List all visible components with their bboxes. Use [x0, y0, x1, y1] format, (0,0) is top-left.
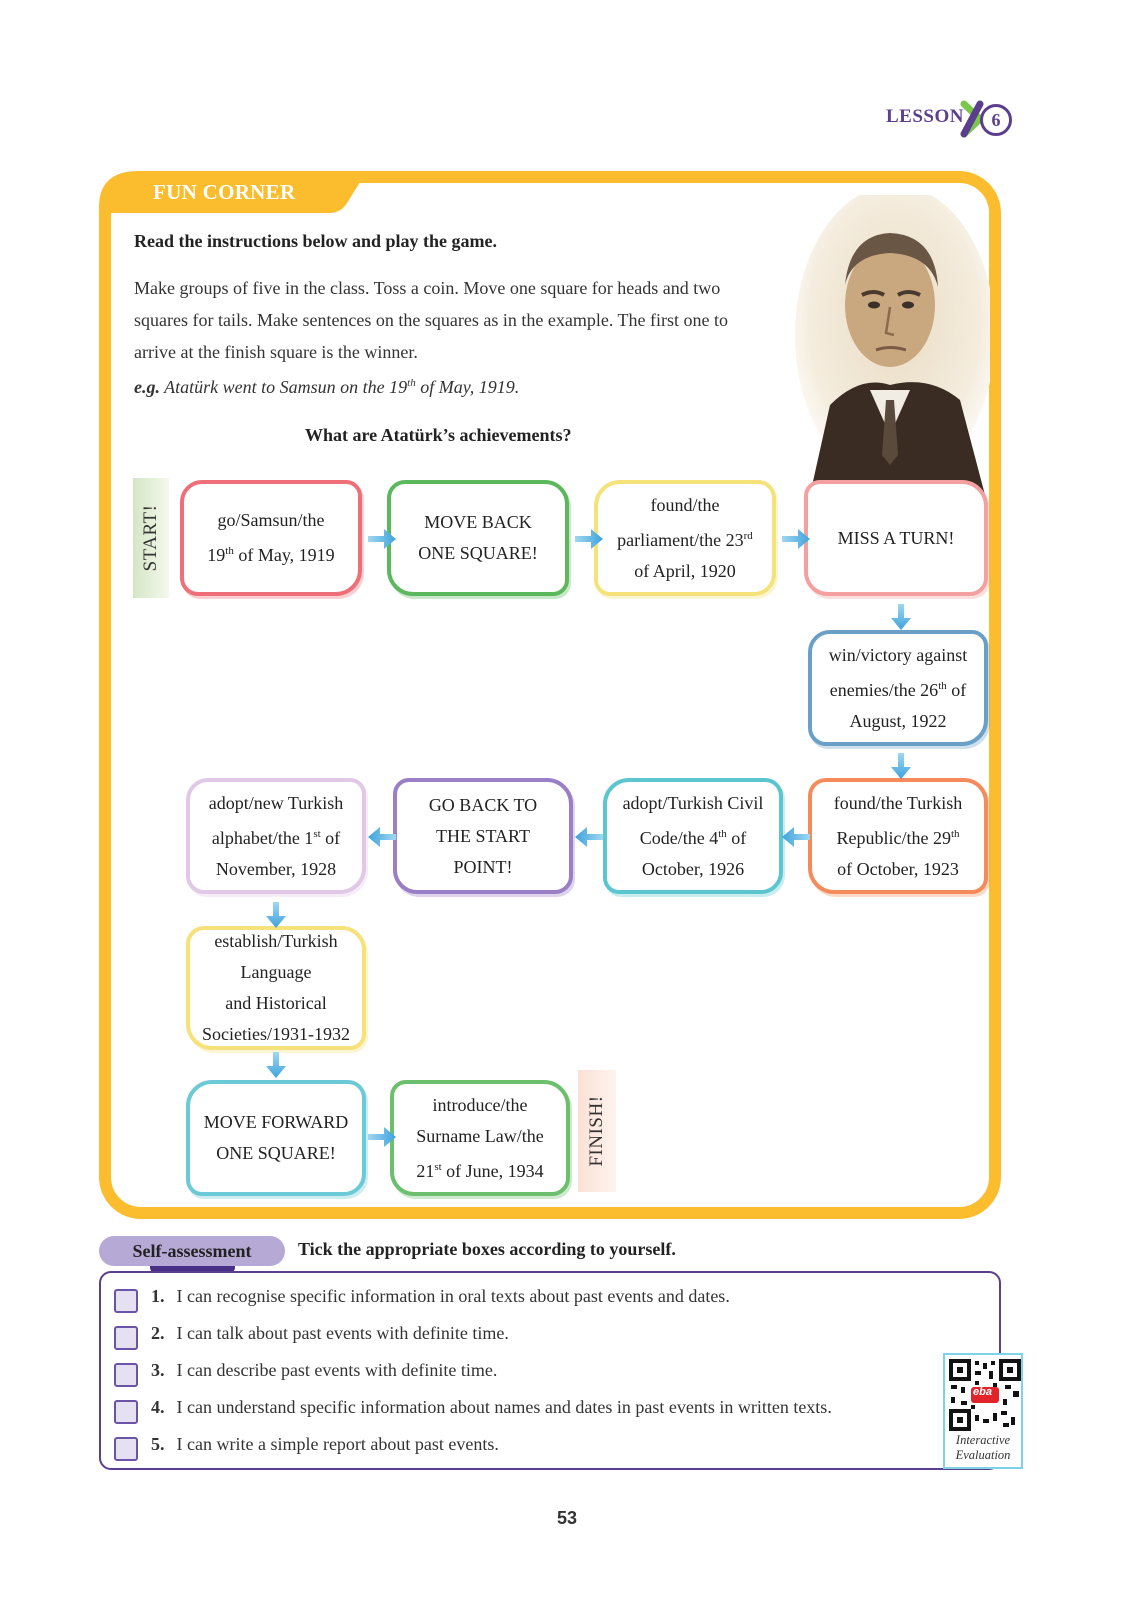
item-number: 1. — [151, 1285, 165, 1306]
self-assessment-label: Self-assessment — [99, 1236, 285, 1266]
game-square — [603, 778, 783, 894]
game-square — [808, 630, 988, 746]
square-text: MISS A TURN! — [837, 527, 955, 548]
self-assessment-item — [151, 1281, 730, 1311]
game-square — [808, 778, 988, 894]
self-assessment-item — [151, 1355, 497, 1385]
item-text: I can write a simple report about past events. — [176, 1433, 499, 1454]
self-assessment-box — [99, 1271, 1001, 1470]
square-text: introduce/the Surname Law/the 21st of June, 1934 — [416, 1094, 544, 1181]
square-text: go/Samsun/the 19th of May, 1919 — [207, 510, 335, 565]
qr-caption: Evaluation — [955, 1448, 1011, 1462]
instructions-title: Read the instructions below and play the game. — [134, 231, 498, 251]
square-text: GO BACK TO THE START POINT! — [428, 794, 538, 877]
example-sentence — [134, 377, 519, 398]
start-label: START! — [140, 504, 161, 572]
square-text: found/the parliament/the 23rd of April, 1920 — [617, 494, 753, 581]
fun-corner-title: FUN CORNER — [153, 180, 296, 204]
square-text: win/victory against enemies/the 26th of August, 1922 — [828, 644, 968, 731]
checkbox[interactable] — [114, 1289, 138, 1313]
finish-marker — [578, 1070, 616, 1192]
square-text: MOVE BACK ONE SQUARE! — [418, 512, 538, 563]
example-prefix: e.g. — [134, 377, 160, 397]
item-text: I can talk about past events with definite time. — [176, 1322, 509, 1343]
game-square — [804, 480, 988, 596]
lesson-number: 6 — [980, 104, 1012, 136]
game-square — [594, 480, 776, 596]
game-square — [390, 1080, 570, 1196]
item-number: 5. — [151, 1433, 165, 1454]
start-marker — [133, 478, 169, 598]
page-number: 53 — [556, 1508, 578, 1528]
game-square — [387, 480, 569, 596]
instructions-text: Make groups of five in the class. Toss a coin. Move one square for heads and two squares for tails. Make sentences on the squares as in the example. The first one to arrive at the finish square is the winner. — [134, 278, 728, 362]
square-text: MOVE FORWARD ONE SQUARE! — [203, 1112, 349, 1163]
item-number: 4. — [151, 1396, 165, 1417]
eba-logo: eba — [973, 1386, 992, 1398]
lesson-label: LESSON — [886, 106, 964, 127]
item-number: 2. — [151, 1322, 165, 1343]
qr-caption: Interactive — [955, 1433, 1011, 1447]
item-text: I can describe past events with definite time. — [176, 1359, 498, 1380]
self-assessment-item — [151, 1318, 509, 1348]
item-number: 3. — [151, 1359, 165, 1380]
square-text: adopt/new Turkish alphabet/the 1st of November, 1928 — [208, 792, 344, 879]
game-square — [186, 1080, 366, 1196]
item-text: I can recognise specific information in oral texts about past events and dates. — [176, 1285, 730, 1306]
example-text: Atatürk went to Samsun on the 19 — [160, 377, 408, 397]
question-heading: What are Atatürk’s achievements? — [305, 425, 572, 445]
qr-code[interactable] — [943, 1353, 1023, 1469]
self-assessment-title: Tick the appropriate boxes according to yourself. — [298, 1239, 676, 1259]
self-assessment-item — [151, 1392, 832, 1422]
checkbox[interactable] — [114, 1326, 138, 1350]
self-assessment-item — [151, 1429, 499, 1459]
checkbox[interactable] — [114, 1363, 138, 1387]
game-square — [393, 778, 573, 894]
square-text: establish/Turkish Language and Historical Societies/1931-1932 — [202, 931, 350, 1044]
example-sup: th — [407, 377, 416, 389]
game-square — [186, 778, 366, 894]
square-text: found/the Turkish Republic/the 29th of October, 1923 — [833, 792, 963, 879]
game-square — [180, 480, 362, 596]
item-text: I can understand specific information about names and dates in past events in written texts. — [176, 1396, 832, 1417]
ataturk-portrait — [790, 195, 990, 495]
game-square — [186, 926, 366, 1050]
square-text: adopt/Turkish Civil Code/the 4th of October, 1926 — [622, 792, 764, 879]
example-text-end: of May, 1919. — [415, 377, 520, 397]
checkbox[interactable] — [114, 1437, 138, 1461]
checkbox[interactable] — [114, 1400, 138, 1424]
finish-label: FINISH! — [586, 1095, 607, 1167]
